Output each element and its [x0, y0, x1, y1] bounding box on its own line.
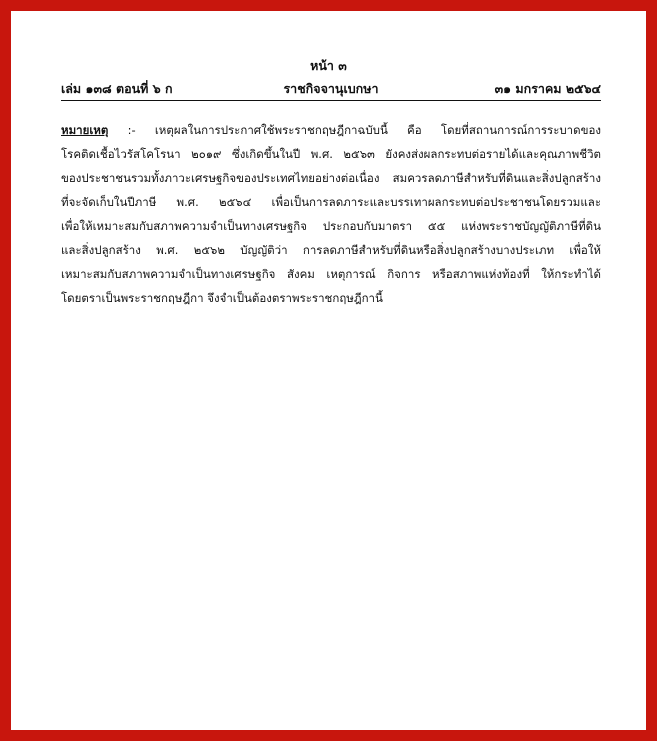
remark-line-1-text: :- เหตุผลในการประกาศใช้พระราชกฤษฎีกาฉบับนี้ คือ โดยที่สถานการณ์การระบาดของ: [108, 123, 601, 137]
remark-line-1: [61, 118, 601, 142]
remark-line-5: เพื่อให้เหมาะสมกับสภาพความจำเป็นทางเศรษฐกิจ ประกอบกับมาตรา ๕๕ แห่งพระราชบัญญัติภาษีที่ดิน: [61, 219, 601, 233]
remark-line-7: เหมาะสมกับสภาพความจำเป็นทางเศรษฐกิจ สังคม เหตุการณ์ กิจการ หรือสภาพแห่งท้องที่ ให้กระทำได้: [61, 267, 601, 281]
document-page: [11, 11, 646, 730]
remark-line-3: ของประชาชนรวมทั้งภาวะเศรษฐกิจของประเทศไทยอย่างต่อเนื่อง สมควรลดภาษีสำหรับที่ดินและสิ่งปลูกสร้าง: [61, 171, 601, 185]
remark-paragraph: [61, 118, 601, 310]
remark-line-8: โดยตราเป็นพระราชกฤษฎีกา จึงจำเป็นต้องตราพระราชกฤษฎีกานี้: [61, 291, 383, 305]
remark-line-6: และสิ่งปลูกสร้าง พ.ศ. ๒๕๖๒ บัญญัติว่า การลดภาษีสำหรับที่ดินหรือสิ่งปลูกสร้างบางประเภท เพื่อให้: [61, 243, 601, 257]
volume-issue: เล่ม ๑๓๘ ตอนที่ ๖ ก: [61, 81, 173, 96]
page-number: หน้า ๓: [310, 58, 347, 73]
remark-line-2: โรคติดเชื้อไวรัสโคโรนา ๒๐๑๙ ซึ่งเกิดขึ้นในปี พ.ศ. ๒๕๖๓ ยังคงส่งผลกระทบต่อรายได้และคุณภาพชีวิต: [61, 147, 601, 161]
publication-date: ๓๑ มกราคม ๒๕๖๔: [494, 81, 601, 96]
publication-name: ราชกิจจานุเบกษา: [283, 81, 379, 96]
remark-line-4: ที่จะจัดเก็บในปีภาษี พ.ศ. ๒๕๖๔ เพื่อเป็นการลดภาระและบรรเทาผลกระทบต่อประชาชนโดยรวมและ: [61, 195, 601, 209]
remark-label: หมายเหตุ: [61, 123, 109, 137]
header-divider: [61, 100, 601, 101]
